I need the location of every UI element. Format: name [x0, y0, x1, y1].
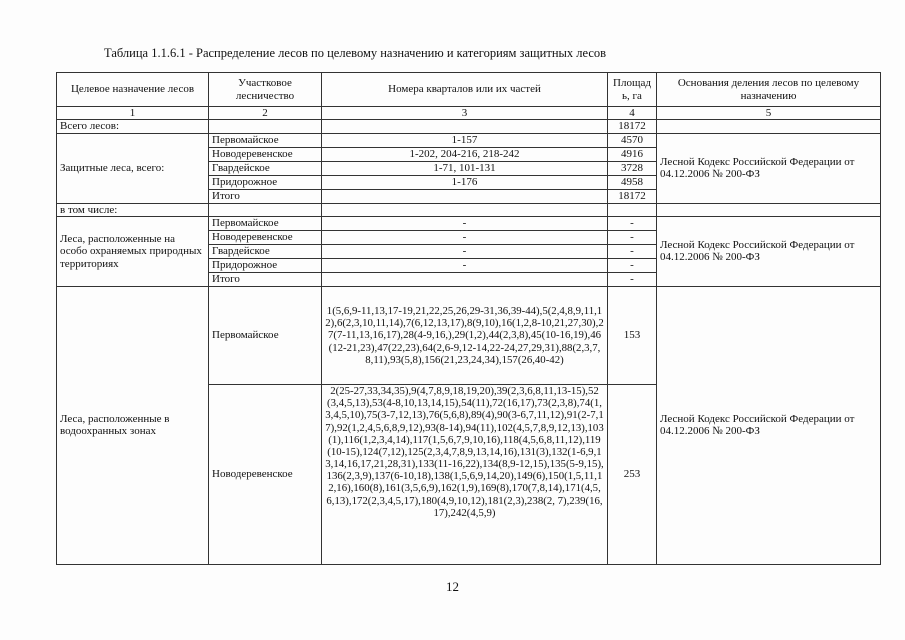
- protective-forests-label: Защитные леса, всего:: [57, 133, 209, 203]
- including-row: [57, 203, 881, 216]
- forestry-name: Гвардейское: [209, 161, 322, 175]
- area-cell: -: [608, 216, 657, 230]
- empty-cell: [209, 203, 322, 216]
- forestry-name: Итого: [209, 272, 322, 286]
- quarters-cell: -: [322, 244, 608, 258]
- header-basis: Основания деления лесов по целевому назначению: [657, 73, 881, 107]
- empty-cell: [657, 203, 881, 216]
- table-row: [57, 216, 881, 230]
- quarters-cell: [322, 272, 608, 286]
- including-label: в том числе:: [57, 203, 209, 216]
- area-cell: 18172: [608, 189, 657, 203]
- empty-cell: [608, 203, 657, 216]
- area-cell: 4570: [608, 133, 657, 147]
- area-cell: 153: [608, 286, 657, 384]
- forestry-name: Первомайское: [209, 216, 322, 230]
- table-row: [57, 286, 881, 384]
- header-row: [57, 73, 881, 107]
- protected-areas-label: Леса, расположенные на особо охраняемых природных территориях: [57, 216, 209, 286]
- forestry-name: Итого: [209, 189, 322, 203]
- column-number: 1: [57, 107, 209, 120]
- total-forests-area: 18172: [608, 120, 657, 133]
- quarters-cell: -: [322, 258, 608, 272]
- empty-cell: [322, 120, 608, 133]
- forestry-name: Новодеревенское: [209, 384, 322, 564]
- area-cell: -: [608, 230, 657, 244]
- header-forestry: Участковое лесничество: [209, 73, 322, 107]
- header-area: Площад ь, га: [608, 73, 657, 107]
- forestry-name: Новодеревенское: [209, 230, 322, 244]
- forestry-name: Придорожное: [209, 258, 322, 272]
- column-number: 4: [608, 107, 657, 120]
- quarters-cell: [322, 189, 608, 203]
- area-cell: 4958: [608, 175, 657, 189]
- column-number: 2: [209, 107, 322, 120]
- quarters-cell: -: [322, 230, 608, 244]
- area-cell: -: [608, 258, 657, 272]
- forestry-name: Гвардейское: [209, 244, 322, 258]
- area-cell: -: [608, 272, 657, 286]
- quarters-cell: 1(5,6,9-11,13,17-19,21,22,25,26,29-31,36,39-44),5(2,4,8,9,11,12),6(2,3,10,11,14),7(6,12,13,17),8(9,10),16(1,2,8-10,21,27,30),27(7-11,13,16,17),28(4-9,16,),29(1,2),44(2,3,8),45(10-16,19),46(12-21,23),47(22,23),64(2,6-9,12-14,22-24,27,29,31),88(2,3,7,8,11),93(5,8),156(21,23,24,34),157(26,40-42): [322, 286, 608, 384]
- quarters-cell: 1-157: [322, 133, 608, 147]
- area-cell: 4916: [608, 147, 657, 161]
- page-number: 12: [446, 579, 459, 594]
- water-zones-label: Леса, расположенные в водоохранных зонах: [57, 286, 209, 564]
- column-number-row: [57, 107, 881, 120]
- column-number: 3: [322, 107, 608, 120]
- protective-forests-basis: Лесной Кодекс Российской Федерации от 04.12.2006 № 200-ФЗ: [657, 133, 881, 203]
- water-zones-basis: Лесной Кодекс Российской Федерации от 04.12.2006 № 200-ФЗ: [657, 286, 881, 564]
- column-number: 5: [657, 107, 881, 120]
- table-row: [57, 133, 881, 147]
- quarters-cell: 2(25-27,33,34,35),9(4,7,8,9,18,19,20),39(2,3,6,8,11,13-15),52(3,4,5,13),53(4-8,10,13,14,15),54(11),72(16,17),73(2,3,8),74(1,3,4,5,10),75(3-7,12,13),76(5,6,8),89(4),90(3-6,7,11,12),91(2-7,17),92(1,2,4,5,6,8,9,12),93(8-14),94(11),102(4,5,7,8,9,12,13),103(1),116(1,2,3,4,14),117(1,5,6,7,9,10,16),118(4,5,6,8,11,12),119(10-15),124(7,12),125(2,3,4,7,8,9,13,14,16),131(3),132(1-6,9,13,14,16,17,21,28,31),133(11-16,22),134(8,9-12,15),135(5-9,15),136(2,3,9),137(6-10,18),138(1,5,6,9,14,20),149(6),150(1,5,11,12,16),160(8),161(3,5,6,9),162(1,9),169(8),170(7,8,14),171(4,5,6,13),172(2,3,4,5,17),180(4,9,10,12),181(2,3),238(2, 7),239(16,17),242(4,5,9): [322, 384, 608, 564]
- forest-distribution-table: [56, 72, 881, 565]
- empty-cell: [657, 120, 881, 133]
- forestry-name: Новодеревенское: [209, 147, 322, 161]
- header-purpose: Целевое назначение лесов: [57, 73, 209, 107]
- quarters-cell: 1-202, 204-216, 218-242: [322, 147, 608, 161]
- header-quarters: Номера кварталов или их частей: [322, 73, 608, 107]
- quarters-cell: -: [322, 216, 608, 230]
- forestry-name: Первомайское: [209, 133, 322, 147]
- quarters-cell: 1-71, 101-131: [322, 161, 608, 175]
- total-forests-label: Всего лесов:: [57, 120, 209, 133]
- empty-cell: [209, 120, 322, 133]
- total-forests-row: [57, 120, 881, 133]
- empty-cell: [322, 203, 608, 216]
- table-caption: Таблица 1.1.6.1 - Распределение лесов по целевому назначению и категориям защитных лесов: [104, 46, 607, 60]
- area-cell: 253: [608, 384, 657, 564]
- forestry-name: Придорожное: [209, 175, 322, 189]
- area-cell: 3728: [608, 161, 657, 175]
- protected-areas-basis: Лесной Кодекс Российской Федерации от 04.12.2006 № 200-ФЗ: [657, 216, 881, 286]
- forestry-name: Первомайское: [209, 286, 322, 384]
- quarters-cell: 1-176: [322, 175, 608, 189]
- area-cell: -: [608, 244, 657, 258]
